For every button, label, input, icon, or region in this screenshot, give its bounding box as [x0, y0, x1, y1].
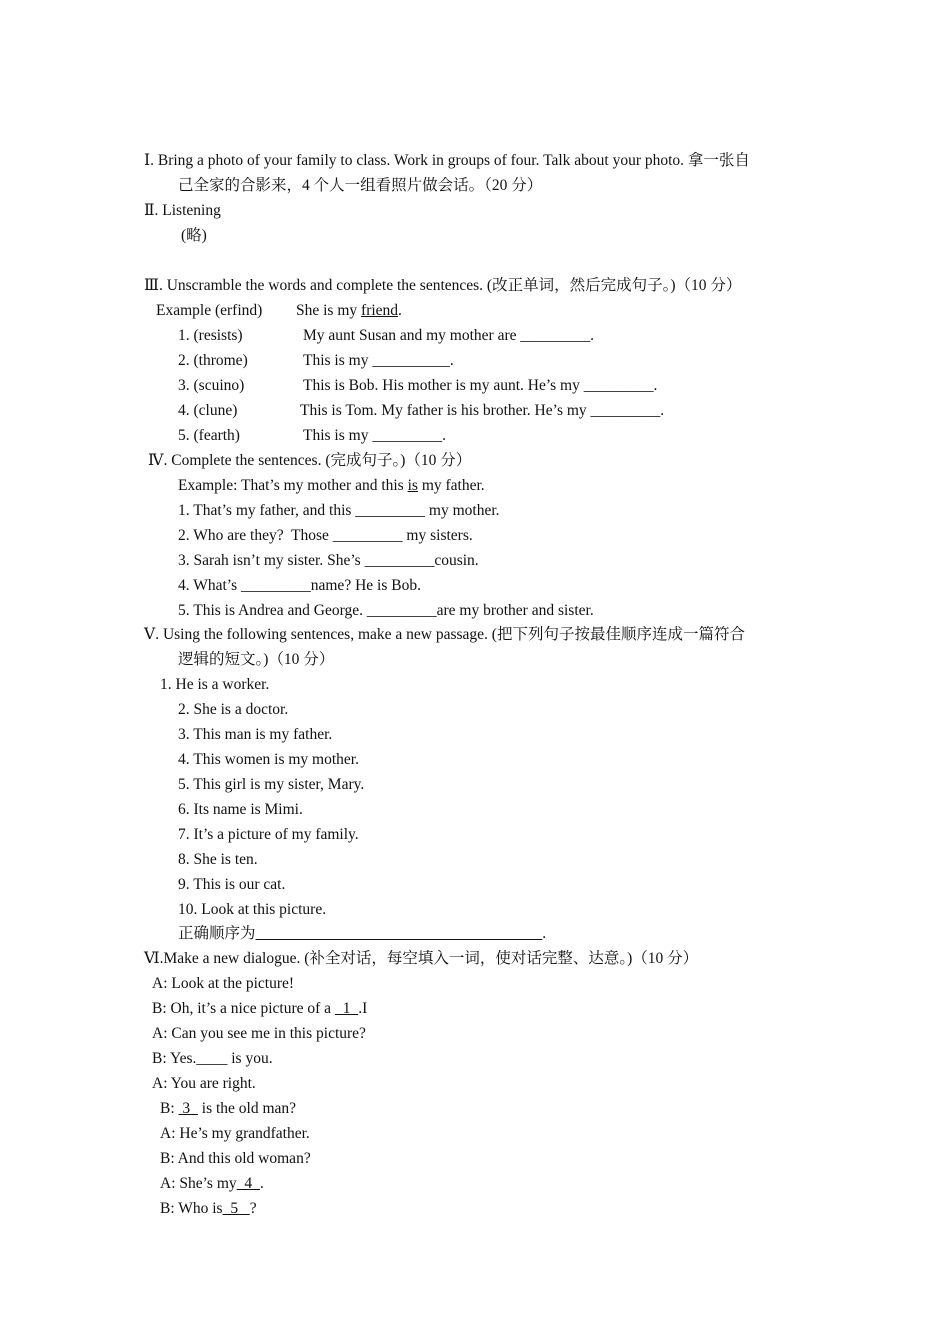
dialogue-line-10: B: Who is 5 ?: [160, 1200, 257, 1217]
section-3-example-sentence: She is my friend.: [296, 302, 402, 319]
section-6-heading: Ⅵ.Make a new dialogue. (补全对话，每空填入一词，使对话完整、达意。)（10 分）: [144, 950, 699, 967]
section-1-heading-cont: 己全家的合影来，4 个人一组看照片做会话。（20 分）: [178, 177, 543, 194]
section-3-heading: Ⅲ. Unscramble the words and complete the sentences. (改正单词，然后完成句子。)（10 分）: [144, 277, 742, 294]
s4-item-2: 2. Who are they? Those _________ my sisters.: [178, 527, 473, 544]
s3-item-2-sentence: This is my __________.: [303, 352, 454, 369]
s4-item-3: 3. Sarah isn’t my sister. She’s _________cousin.: [178, 552, 479, 569]
blank-2[interactable]: ____: [196, 1050, 228, 1067]
blank-5[interactable]: 5: [222, 1200, 250, 1217]
s5-item-7: 7. It’s a picture of my family.: [178, 826, 359, 843]
blank-4[interactable]: 4: [236, 1175, 260, 1192]
s3-item-4-sentence: This is Tom. My father is his brother. He’s my _________.: [300, 402, 665, 419]
s4-item-5: 5. This is Andrea and George. _________are my brother and sister.: [178, 602, 594, 619]
s5-item-10: 10. Look at this picture.: [178, 901, 327, 918]
dialogue-line-8: B: And this old woman?: [160, 1150, 311, 1167]
dialogue-line-6: B: 3 is the old man?: [160, 1100, 297, 1117]
s3-item-5-sentence: This is my _________.: [303, 427, 446, 444]
s5-item-9: 9. This is our cat.: [178, 876, 286, 893]
s3-item-3-sentence: This is Bob. His mother is my aunt. He’s my _________.: [303, 377, 658, 394]
dialogue-line-5: A: You are right.: [152, 1075, 256, 1092]
s5-item-6: 6. Its name is Mimi.: [178, 801, 303, 818]
dialogue-line-1: A: Look at the picture!: [152, 975, 295, 992]
s5-item-1: 1. He is a worker.: [160, 676, 270, 693]
order-blank[interactable]: [256, 925, 543, 942]
dialogue-line-4: B: Yes.____ is you.: [152, 1050, 273, 1067]
section-4-heading: Ⅳ. Complete the sentences. (完成句子。)（10 分）: [148, 452, 472, 469]
s5-item-8: 8. She is ten.: [178, 851, 258, 868]
section-5-heading-cont: 逻辑的短文。)（10 分）: [178, 651, 335, 668]
dialogue-line-9: A: She’s my 4 .: [160, 1175, 264, 1192]
section-1-heading: Ⅰ. Bring a photo of your family to class. Work in groups of four. Talk about your photo. 拿一张自: [144, 152, 750, 169]
s3-item-2-word: 2. (throme): [178, 352, 248, 369]
s5-item-4: 4. This women is my mother.: [178, 751, 359, 768]
s3-item-3-word: 3. (scuino): [178, 377, 245, 394]
s3-item-1-word: 1. (resists): [178, 327, 243, 344]
dialogue-line-3: A: Can you see me in this picture?: [152, 1025, 366, 1042]
section-4-example: Example: That’s my mother and this is my father.: [178, 477, 485, 494]
dialogue-line-2: B: Oh, it’s a nice picture of a 1 .I: [152, 1000, 368, 1017]
s3-item-5-word: 5. (fearth): [178, 427, 240, 444]
blank-1[interactable]: 1: [334, 1000, 359, 1017]
example-answer: friend: [361, 302, 399, 319]
s5-item-5: 5. This girl is my sister, Mary.: [178, 776, 365, 793]
s4-item-4: 4. What’s _________name? He is Bob.: [178, 577, 421, 594]
section-5-heading: Ⅴ. Using the following sentences, make a new passage. (把下列句子按最佳顺序连成一篇符合: [144, 626, 745, 643]
section-2-note: (略): [181, 227, 207, 244]
s4-item-1: 1. That’s my father, and this _________ my mother.: [178, 502, 500, 519]
s3-item-4-word: 4. (clune): [178, 402, 238, 419]
s5-order-answer: 正确顺序为 .: [178, 925, 547, 942]
s5-item-2: 2. She is a doctor.: [178, 701, 289, 718]
example-answer: is: [407, 477, 418, 494]
section-3-example-word: Example (erfind): [156, 302, 263, 319]
section-2-heading: Ⅱ. Listening: [144, 202, 221, 219]
dialogue-line-7: A: He’s my grandfather.: [160, 1125, 310, 1142]
blank-3[interactable]: 3: [178, 1100, 198, 1117]
s3-item-1-sentence: My aunt Susan and my mother are _________.: [303, 327, 595, 344]
s5-item-3: 3. This man is my father.: [178, 726, 333, 743]
